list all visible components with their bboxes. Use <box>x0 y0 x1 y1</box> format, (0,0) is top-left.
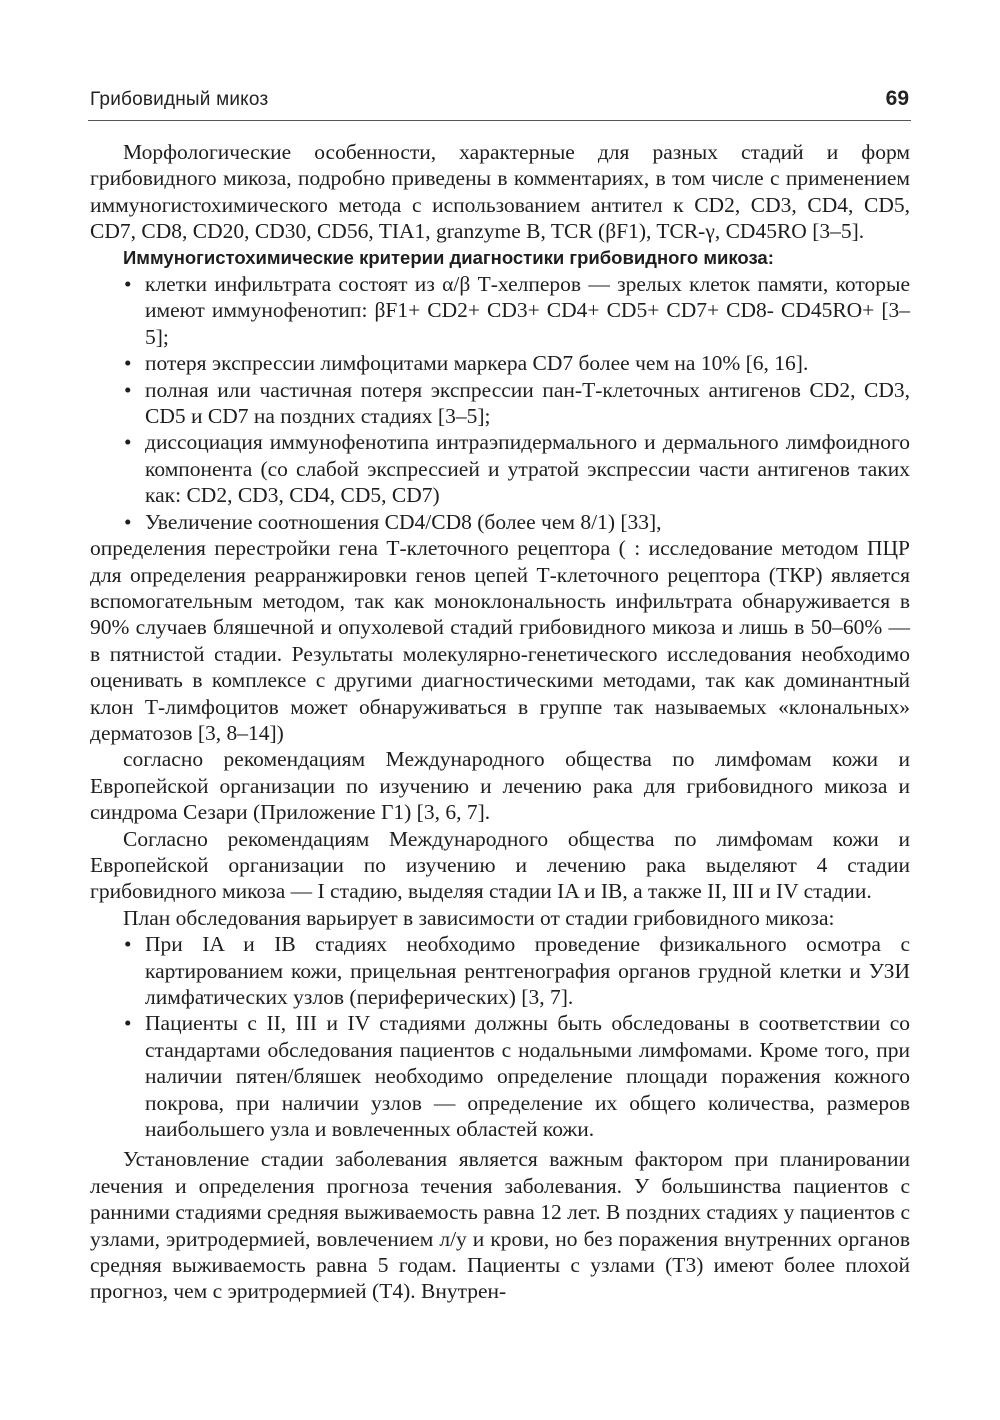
criteria-item: • диссоциация иммунофенотипа интраэпидермального и дермального лимфоидного компонента (со слабой экспрессией и утратой экспрессии части антигенов таких как: CD2, CD3, CD4, CD5, CD7) <box>90 429 910 508</box>
chapter-title: Грибовидный микоз <box>90 89 269 110</box>
paragraph-recommendations: согласно рекомендациям Международного общества по лимфомам кожи и Европейской организации по изучению и лечению рака для грибовидного микоза и синдрома Сезари (Приложение Г1) [3, 6, 7]. <box>90 747 910 825</box>
plan-list <box>90 931 910 1142</box>
section-heading-ihc-criteria: Иммуногистохимические критерии диагностики грибовидного микоза: <box>123 246 774 268</box>
plan-item: • Пациенты с II, III и IV стадиями должны быть обследованы в соответствии со стандартами обследования пациентов с нодальными лимфомами. Кроме того, при наличии пятен/бляшек необходимо определение площади поражения кожного покрова, при наличии узлов — определение их общего количества, размеров наибольшего узла и вовлеченных областей кожи. <box>90 1010 910 1142</box>
criteria-item: • потеря экспрессии лимфоцитами маркера CD7 более чем на 10% [6, 16]. <box>90 350 910 376</box>
paragraph-stages: Согласно рекомендациям Международного общества по лимфомам кожи и Европейской организации по изучению и лечению рака выделяют 4 стадии грибовидного микоза — I стадию, выделяя стадии IA и IB, а также II, III и IV стадии. <box>90 826 910 904</box>
criteria-item: • Увеличение соотношения CD4/CD8 (более чем 8/1) [33], <box>90 509 910 535</box>
paragraph-prognosis: Установление стадии заболевания является важным фактором при планировании лечения и определения прогноза течения заболевания. У большинства пациентов с ранними стадиями средняя выживаемость равна 12 лет. В поздних стадиях у пациентов с узлами, эритродермией, вовлечением л/у и крови, но без поражения внутренних органов средняя выживаемость равна 5 годам. Пациенты с узлами (Т3) имеют более плохой прогноз, чем с эритродермией (Т4). Внутрен- <box>90 1147 910 1304</box>
plan-item: • При IA и IB стадиях необходимо проведение физикального осмотра с картированием кожи, прицельная рентгенография органов грудной клетки и УЗИ лимфатических узлов (периферических) [3, 7]. <box>90 931 910 1010</box>
page-body <box>90 139 910 1305</box>
criteria-item: • клетки инфильтрата состоят из α/β Т-хелперов — зрелых клеток памяти, которые имеют иммунофенотип: βF1+ CD2+ CD3+ CD4+ CD5+ CD7+ CD8- CD45RO+ [3–5]; <box>90 271 910 350</box>
paragraph-plan-intro: План обследования варьирует в зависимости от стадии грибовидного микоза: <box>123 905 835 930</box>
running-header <box>88 86 911 121</box>
paragraph-pcr: определения перестройки гена Т-клеточного рецептора ( : исследование методом ПЦР для определения реарранжировки генов цепей Т-клеточного рецептора (ТКР) является вспомогательным методом, так как моноклональность инфильтрата обнаруживается в 90% случаев бляшечной и опухолевой стадий грибовидного микоза и лишь в 50–60% — в пятнистой стадии. Результаты молекулярно-генетического исследования необходимо оценивать в комплексе с другими диагностическими методами, так как доминантный клон Т-лимфоцитов может обнаруживаться в группе так называемых «клональных» дерматозов [3, 8–14]) <box>90 536 910 745</box>
page-number: 69 <box>885 87 909 110</box>
paragraph-morphology: Морфологические особенности, характерные для разных стадий и форм грибовидного микоза, подробно приведены в комментариях, в том числе с применением иммуногистохимического метода с использованием антител к CD2, CD3, CD4, CD5, CD7, CD8, CD20, CD30, CD56, TIA1, granzyme B, TCR (βF1), TCR-γ, CD45RO [3–5]. <box>90 140 910 244</box>
criteria-list <box>90 271 910 535</box>
criteria-item: • полная или частичная потеря экспрессии пан-Т-клеточных антигенов CD2, CD3, CD5 и CD7 на поздних стадиях [3–5]; <box>90 377 910 430</box>
